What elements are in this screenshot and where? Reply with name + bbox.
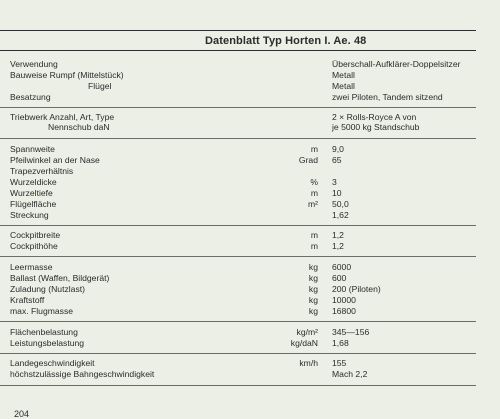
data-row-fluegelflaeche	[0, 199, 476, 210]
row-label: Kraftstoff	[10, 295, 45, 305]
row-label: Verwendung	[10, 59, 58, 69]
row-value: 10000	[332, 295, 356, 305]
row-value: 9,0	[332, 144, 344, 154]
row-unit: kg/daN	[290, 338, 318, 348]
row-value: 16800	[332, 306, 356, 316]
row-value: 6000	[332, 262, 352, 272]
row-label: Pfeilwinkel an der Nase	[10, 155, 100, 165]
data-row-max-flugmasse	[0, 306, 476, 317]
data-row-nennschub	[0, 122, 476, 133]
data-row-leistungsbelastung	[0, 338, 476, 349]
data-row-ballast	[0, 273, 476, 284]
data-row-landegeschwindigkeit	[0, 358, 476, 369]
page-number: 204	[14, 409, 30, 419]
data-row-flaechenbelastung	[0, 327, 476, 338]
row-label: Cockpitbreite	[10, 230, 61, 240]
group-divider	[0, 138, 476, 139]
row-label: Ballast (Waffen, Bildgerät)	[10, 273, 110, 283]
data-row-zuladung	[0, 284, 476, 295]
row-unit: kg	[308, 306, 318, 316]
row-value: je 5000 kg Standschub	[332, 122, 420, 132]
row-unit: km/h	[299, 358, 318, 368]
row-value: 10	[332, 188, 342, 198]
group-divider	[0, 353, 476, 354]
row-label: Bauweise Rumpf (Mittelstück)	[10, 70, 124, 80]
row-label: Landegeschwindigkeit	[10, 358, 95, 368]
data-row-wurzeldicke	[0, 177, 476, 188]
data-row-wurzeltiefe	[0, 188, 476, 199]
data-row-besatzung	[0, 92, 476, 103]
row-label: Cockpithöhe	[10, 241, 58, 251]
row-value: 50,0	[332, 199, 349, 209]
row-label: Wurzeltiefe	[10, 188, 53, 198]
top-rule	[0, 30, 476, 31]
row-label: Streckung	[10, 210, 49, 220]
data-row-verwendung	[0, 59, 476, 70]
row-value: Mach 2,2	[332, 369, 368, 379]
row-unit: m	[310, 188, 318, 198]
row-value: 1,2	[332, 241, 344, 251]
row-label: Flügelfläche	[10, 199, 57, 209]
row-unit: kg/m²	[296, 327, 318, 337]
data-row-bauweise-fluegel	[0, 81, 476, 92]
row-value: 1,68	[332, 338, 349, 348]
row-label: Leermasse	[10, 262, 53, 272]
data-row-spannweite	[0, 144, 476, 155]
row-label: höchstzulässige Bahngeschwindigkeit	[10, 369, 155, 379]
data-row-streckung	[0, 210, 476, 221]
row-label: Besatzung	[10, 92, 51, 102]
data-row-kraftstoff	[0, 295, 476, 306]
group-divider	[0, 321, 476, 322]
row-unit: m	[310, 230, 318, 240]
row-value: 600	[332, 273, 347, 283]
row-value: 345—156	[332, 327, 370, 337]
row-unit: m²	[307, 199, 318, 209]
table-bottom-rule	[0, 385, 476, 386]
row-label: Trapezverhältnis	[10, 166, 74, 176]
row-value: zwei Piloten, Tandem sitzend	[332, 92, 443, 102]
row-value: 155	[332, 358, 347, 368]
row-label: Flächenbelastung	[10, 327, 78, 337]
group-divider	[0, 107, 476, 108]
data-row-trapezverhaeltnis	[0, 166, 476, 177]
row-value: 65	[332, 155, 342, 165]
row-label: max. Flugmasse	[10, 306, 74, 316]
row-value: 1,2	[332, 230, 344, 240]
row-value: Metall	[332, 70, 355, 80]
row-label: Zuladung (Nutzlast)	[10, 284, 85, 294]
group-divider	[0, 225, 476, 226]
row-label: Spannweite	[10, 144, 55, 154]
data-row-cockpitbreite	[0, 230, 476, 241]
row-unit: kg	[308, 262, 318, 272]
row-value: 200 (Piloten)	[332, 284, 381, 294]
data-row-leermasse	[0, 262, 476, 273]
row-unit: Grad	[298, 155, 318, 165]
row-label: Leistungsbelastung	[10, 338, 85, 348]
row-unit: %	[310, 177, 318, 187]
row-value: 2 × Rolls-Royce A von	[332, 112, 417, 122]
title-rule	[0, 50, 476, 51]
row-value: Überschall-Aufklärer-Doppelsitzer	[332, 59, 461, 69]
row-value: 1,62	[332, 210, 349, 220]
row-unit: kg	[308, 284, 318, 294]
data-row-pfeilwinkel	[0, 155, 476, 166]
row-label: Triebwerk Anzahl, Art, Type	[10, 112, 115, 122]
row-unit: kg	[308, 295, 318, 305]
group-divider	[0, 256, 476, 257]
row-unit: m	[310, 144, 318, 154]
row-unit: kg	[308, 273, 318, 283]
data-row-cockpithoehe	[0, 241, 476, 252]
row-value: Metall	[332, 81, 355, 91]
data-row-bauweise-rumpf	[0, 70, 476, 81]
row-unit: m	[310, 241, 318, 251]
row-label: Wurzeldicke	[10, 177, 57, 187]
row-label: Nennschub daN	[48, 122, 110, 132]
data-row-bahngeschwindigkeit	[0, 369, 476, 380]
row-label: Flügel	[88, 81, 112, 91]
datasheet-title: Datenblatt Typ Horten I. Ae. 48	[205, 35, 367, 47]
row-value: 3	[332, 177, 337, 187]
